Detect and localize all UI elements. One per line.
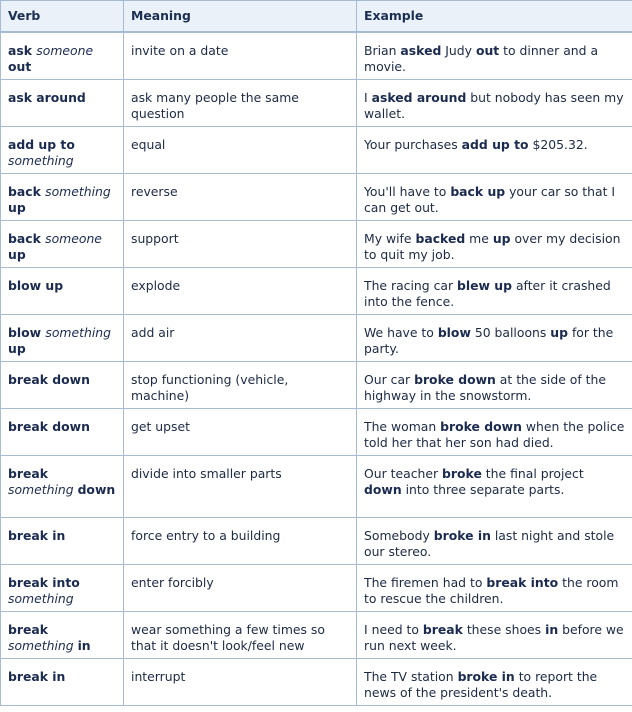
example-cell: Our teacher broke the final project down into three separate parts. (357, 456, 632, 518)
meaning-cell: invite on a date (124, 32, 357, 80)
table-row (1, 565, 632, 612)
example-cell: We have to blow 50 balloons up for the party. (357, 315, 632, 362)
meaning-cell: stop functioning (vehicle, machine) (124, 362, 357, 409)
verb-cell: blow up (1, 268, 124, 315)
meaning-cell: add air (124, 315, 357, 362)
example-cell: Brian asked Judy out to dinner and a movie. (357, 32, 632, 80)
table-row (1, 32, 632, 80)
table-row (1, 268, 632, 315)
example-cell: My wife backed me up over my decision to quit my job. (357, 221, 632, 268)
example-cell: The racing car blew up after it crashed into the fence. (357, 268, 632, 315)
verb-cell: break something down (1, 456, 124, 518)
verb-cell: break down (1, 409, 124, 456)
meaning-column-header: Meaning (124, 1, 357, 33)
table-row (1, 612, 632, 659)
example-cell: The firemen had to break into the room to rescue the children. (357, 565, 632, 612)
table-row (1, 174, 632, 221)
verb-cell: add up to something (1, 127, 124, 174)
meaning-cell: wear something a few times so that it doesn't look/feel new (124, 612, 357, 659)
table-row (1, 409, 632, 456)
table-row (1, 659, 632, 706)
table-row (1, 362, 632, 409)
example-cell: Somebody broke in last night and stole our stereo. (357, 518, 632, 565)
example-cell: I asked around but nobody has seen my wallet. (357, 80, 632, 127)
verb-cell: back something up (1, 174, 124, 221)
verb-cell: ask someone out (1, 32, 124, 80)
verb-cell: break in (1, 659, 124, 706)
meaning-cell: ask many people the same question (124, 80, 357, 127)
meaning-cell: equal (124, 127, 357, 174)
example-cell: The TV station broke in to report the news of the president's death. (357, 659, 632, 706)
table-row (1, 221, 632, 268)
example-column-header: Example (357, 1, 632, 33)
table-row (1, 315, 632, 362)
meaning-cell: get upset (124, 409, 357, 456)
table-row (1, 80, 632, 127)
verb-cell: break into something (1, 565, 124, 612)
verb-cell: break down (1, 362, 124, 409)
meaning-cell: force entry to a building (124, 518, 357, 565)
verb-column-header: Verb (1, 1, 124, 33)
table-row (1, 456, 632, 518)
verb-cell: break something in (1, 612, 124, 659)
meaning-cell: interrupt (124, 659, 357, 706)
table-row (1, 518, 632, 565)
example-cell: You'll have to back up your car so that I can get out. (357, 174, 632, 221)
verb-cell: break in (1, 518, 124, 565)
meaning-cell: enter forcibly (124, 565, 357, 612)
example-cell: The woman broke down when the police told her that her son had died. (357, 409, 632, 456)
verb-cell: ask around (1, 80, 124, 127)
table-row (1, 127, 632, 174)
header-row (1, 1, 632, 33)
meaning-cell: support (124, 221, 357, 268)
example-cell: Your purchases add up to $205.32. (357, 127, 632, 174)
meaning-cell: divide into smaller parts (124, 456, 357, 518)
verb-cell: back someone up (1, 221, 124, 268)
example-cell: Our car broke down at the side of the highway in the snowstorm. (357, 362, 632, 409)
meaning-cell: reverse (124, 174, 357, 221)
meaning-cell: explode (124, 268, 357, 315)
verb-cell: blow something up (1, 315, 124, 362)
example-cell: I need to break these shoes in before we run next week. (357, 612, 632, 659)
